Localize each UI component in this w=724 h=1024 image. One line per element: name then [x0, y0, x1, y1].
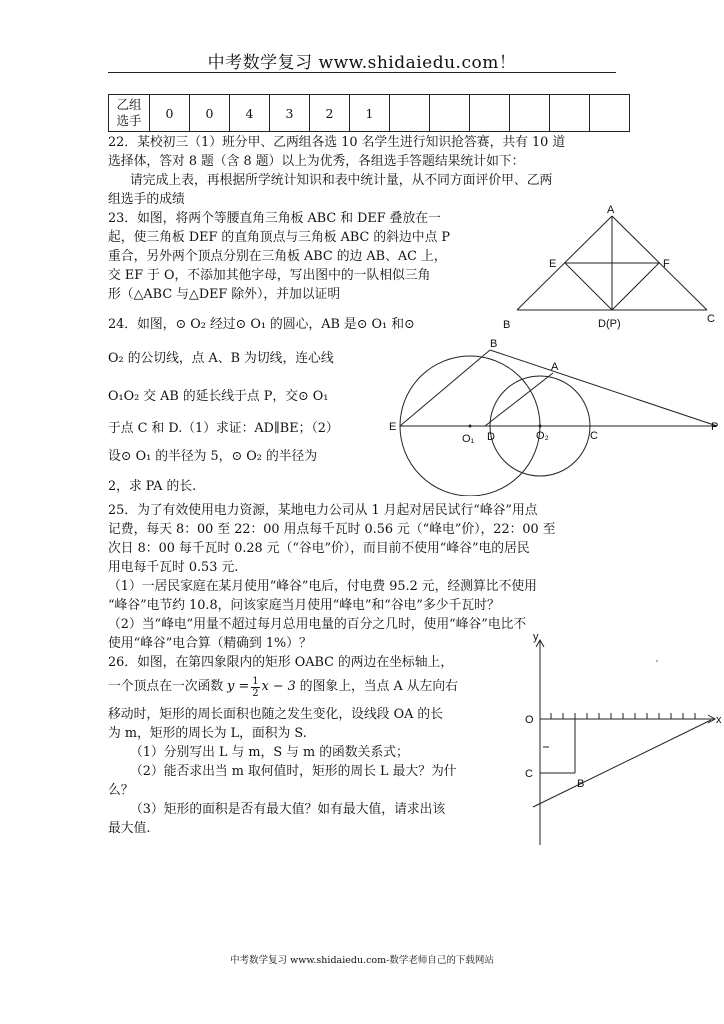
- page-footer: 中考数学复习 www.shidaiedu.com-数学老师自己的下载网站: [230, 955, 494, 966]
- q22-line1: 22．某校初三（1）班分甲、乙两组各选 10 名学生进行知识抢答赛，共有 10 道: [108, 135, 566, 150]
- function-line: [533, 720, 711, 807]
- label-d-p: D(P): [598, 318, 621, 330]
- label-a: A: [607, 204, 615, 216]
- q25-line3: 次日 8：00 每千瓦时 0.28 元（“谷电”价），而目前不使用“峰谷”电的居民: [108, 541, 530, 556]
- q25-line5: （1）一居民家庭在某月使用“峰谷”电后，付电费 95.2 元，经测算比不使用: [108, 579, 537, 594]
- label-o1: O₁: [462, 433, 475, 445]
- stray-dot: [656, 660, 658, 662]
- label-c: C: [590, 430, 598, 442]
- table-cell: [550, 95, 590, 132]
- q26-line6: （2）能否求出当 m 取何值时，矩形的周长 L 最大？为什: [130, 764, 457, 779]
- fraction-denominator: 2: [252, 688, 259, 699]
- table-cell: 1: [350, 95, 390, 132]
- q26-line5: （1）分别写出 L 与 m，S 与 m 的函数关系式；: [130, 745, 409, 760]
- q26-line3: 移动时，矩形的周长面积也随之发生变化，设线段 OA 的长: [108, 707, 443, 722]
- label-c: C: [707, 313, 715, 325]
- label-f: F: [663, 258, 670, 270]
- q24-line1: 24．如图，⊙ O₂ 经过⊙ O₁ 的圆心，AB 是⊙ O₁ 和⊙: [108, 317, 415, 332]
- table-cell: 2: [310, 95, 350, 132]
- q25-line1: 25．为了有效使用电力资源，某地电力公司从 1 月起对居民试行“峰谷”用点: [108, 503, 538, 518]
- table-cell: 0: [190, 95, 230, 132]
- label-o2: O₂: [536, 430, 549, 442]
- q26-line2-end: 的图象上，当点 A 从左向右: [299, 679, 458, 695]
- q26-line2: [108, 676, 458, 699]
- q26-line9: 最大值.: [108, 821, 151, 836]
- q25-line8: 使用“峰谷”电合算（精确到 1%）？: [108, 636, 312, 651]
- segment-de: [565, 263, 612, 310]
- page-header: 中考数学复习 www.shidaiedu.com！: [207, 53, 517, 73]
- q26-figure: [515, 625, 724, 850]
- point-o2: [539, 425, 542, 428]
- label-e: E: [549, 258, 557, 270]
- q24-line6: 2，求 PA 的长.: [108, 479, 197, 494]
- q22-line3: 请完成上表，再根据所学统计知识和表中统计量，从不同方面评价甲、乙两: [130, 173, 553, 188]
- header-rule: [108, 72, 616, 73]
- table-cell: [590, 95, 630, 132]
- segment-df: [612, 263, 659, 310]
- q24-figure: [385, 336, 724, 496]
- table-cell: 3: [270, 95, 310, 132]
- label-p: P: [711, 421, 719, 433]
- q24-line3: O₁O₂ 交 AB 的延长线于点 P，交⊙ O₁: [108, 389, 329, 404]
- formula-fraction: [251, 676, 259, 699]
- label-a: A: [551, 361, 559, 373]
- q23-line1: 23．如图，将两个等腰直角三角板 ABC 和 DEF 叠放在一: [108, 211, 441, 226]
- formula-rest: x − 3: [261, 679, 296, 695]
- table-cell: [510, 95, 550, 132]
- q25-line4: 用电每千瓦时 0.53 元.: [108, 560, 239, 575]
- row-label-line2: 选手: [116, 113, 142, 128]
- label-e: E: [389, 421, 397, 433]
- q26-line2-start: 一个顶点在一次函数: [108, 679, 224, 695]
- fraction-numerator: 1: [252, 676, 259, 687]
- label-y: y: [533, 631, 539, 643]
- label-b: B: [577, 778, 585, 790]
- table-cell: [430, 95, 470, 132]
- table-row: [109, 95, 630, 132]
- row-label-line1: 乙组: [116, 97, 142, 112]
- q24-line4: 于点 C 和 D.（1）求证：AD∥BE；（2）: [108, 421, 339, 436]
- q23-line2: 起，使三角板 DEF 的直角顶点与三角板 ABC 的斜边中点 P: [108, 230, 451, 245]
- table-cell: [470, 95, 510, 132]
- row-label: [109, 95, 150, 132]
- q25-line6: “峰谷”电节约 10.8，问该家庭当月使用“峰电”和“谷电”多少千瓦时？: [108, 598, 500, 613]
- q25-line7: （2）当“峰电”用量不超过每月总用电量的百分之几时，使用“峰谷”电比不: [108, 617, 527, 632]
- q23-line3: 重合，另外两个顶点分别在三角板 ABC 的边 AB、AC 上，: [108, 249, 447, 264]
- table-cell: 4: [230, 95, 270, 132]
- q23-line5: 形（△ABC 与△DEF 除外），并加以证明: [108, 287, 341, 302]
- q26-line4: 为 m，矩形的周长为 L，面积为 S.: [108, 726, 307, 741]
- label-x: x: [716, 714, 722, 726]
- q24-line2: O₂ 的公切线，点 A、B 为切线，连心线: [108, 351, 334, 366]
- q26-line1: 26．如图，在第四象限内的矩形 OABC 的两边在坐标轴上，: [108, 655, 454, 670]
- label-b: B: [490, 338, 498, 350]
- label-d: D: [487, 431, 495, 443]
- q26-line7: 么？: [108, 783, 134, 798]
- q22-line2: 选择体，答对 8 题（含 8 题）以上为优秀，各组选手答题结果统计如下：: [108, 154, 525, 169]
- label-b: B: [503, 319, 511, 331]
- formula-y: y =: [227, 679, 250, 695]
- segment-be: [400, 350, 490, 426]
- q23-figure: [495, 198, 724, 338]
- label-o: O: [525, 714, 534, 726]
- table-cell: [390, 95, 430, 132]
- score-table: [108, 94, 630, 132]
- q23-line4: 交 EF 于 O，不添加其他字母，写出图中的一队相似三角: [108, 268, 431, 283]
- table-cell: 0: [150, 95, 190, 132]
- tangent-bp: [490, 350, 717, 426]
- q22-line4: 组选手的成绩: [108, 192, 185, 207]
- q24-line5: 设⊙ O₁ 的半径为 5，⊙ O₂ 的半径为: [108, 449, 318, 464]
- q25-line2: 记费，每天 8：00 至 22：00 用点每千瓦时 0.56 元（“峰电”价），22：00 至: [108, 522, 556, 537]
- x-axis-ticks: [551, 713, 695, 719]
- label-c: C: [525, 768, 533, 780]
- q26-line8: （3）矩形的面积是否有最大值？如有最大值，请求出该: [130, 802, 446, 817]
- point-o1: [469, 425, 472, 428]
